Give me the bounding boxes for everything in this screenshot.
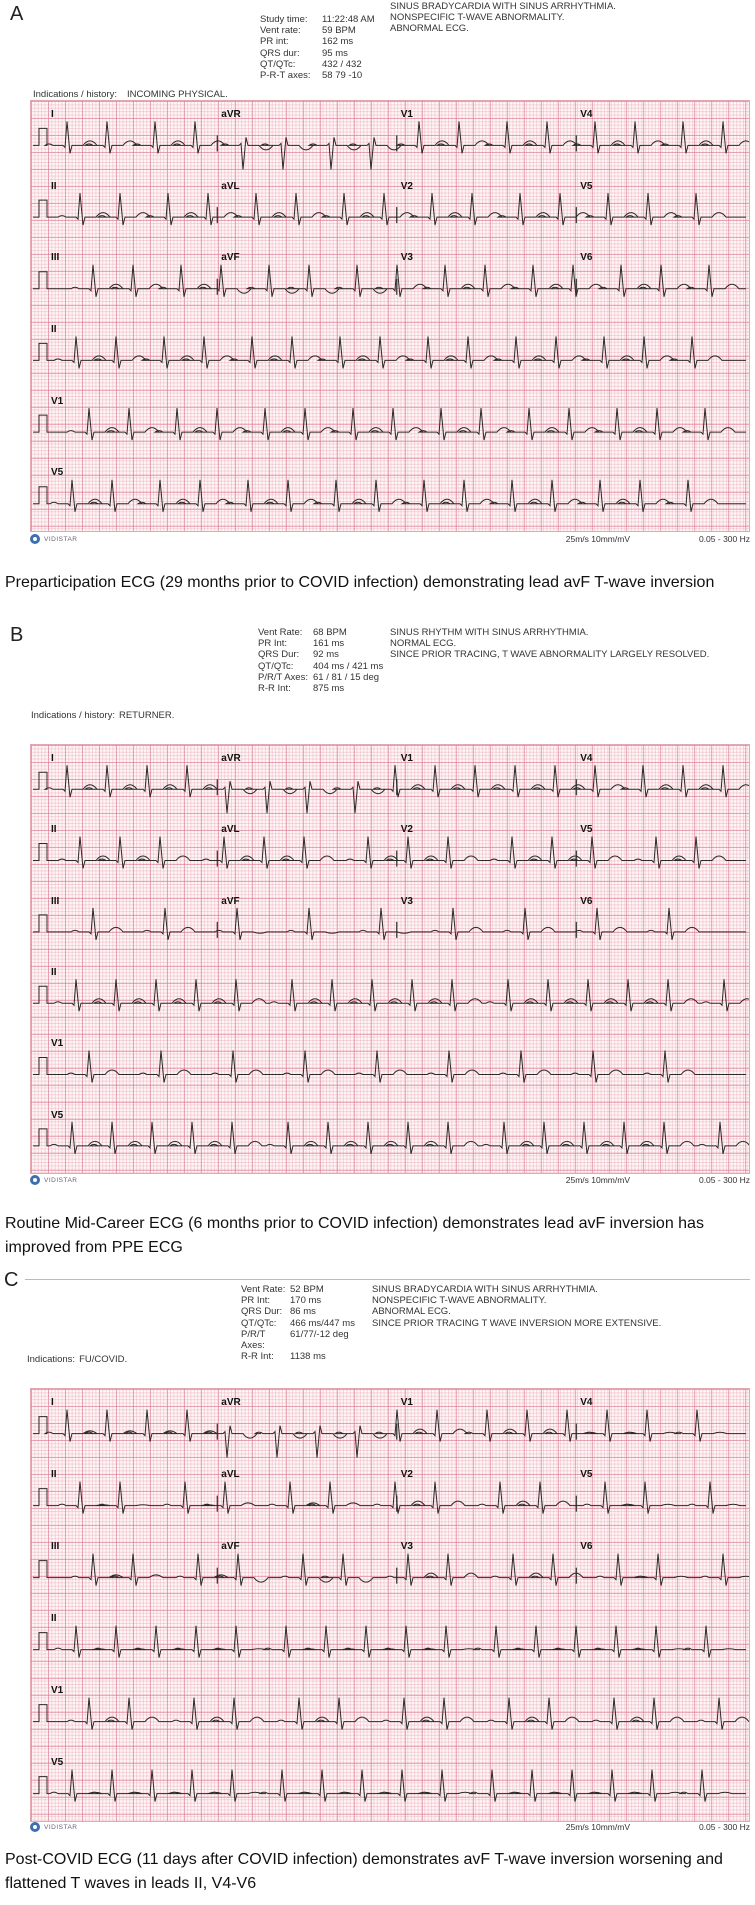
interpretation-line: ABNORMAL ECG. [390,23,469,35]
paper-speed: 25m/s 10mm/mV [565,534,630,544]
ecg-grid [30,744,750,1174]
ecg-trace-row [33,1626,746,1658]
interpretation-line: NONSPECIFIC T-WAVE ABNORMALITY. [390,12,565,24]
measurements [260,14,375,81]
measure-label: QT/QTc: [258,660,294,672]
lead-label: III [51,252,60,264]
lead-label: V6 [580,895,593,907]
lead-label: I [51,1397,54,1408]
lead-label: II [51,824,57,836]
measure-label: P-R-T axes: [260,70,311,82]
ecg-trace-row [33,121,749,169]
ecg-trace-row [33,1410,746,1458]
lead-label: I [51,753,54,764]
ecg-trace-row [33,336,746,368]
lead-label: aVR [221,1397,241,1408]
measure-value: 466 ms/447 ms [290,1317,355,1329]
lead-label: V3 [400,252,413,264]
lead-label: V2 [400,1469,413,1480]
interpretation-line: SINUS BRADYCARDIA WITH SINUS ARRHYTHMIA. [372,1284,598,1295]
ecg-footer [30,1175,750,1189]
measure-value: 432 / 432 [322,58,362,70]
interpretation-line: SINUS BRADYCARDIA WITH SINUS ARRHYTHMIA. [390,1,616,12]
lead-label: V1 [51,1038,64,1050]
lead-label: V2 [400,824,413,836]
vidistar-logo [30,1822,78,1832]
measure-label: Vent Rate: [258,627,303,638]
lead-label: V1 [400,109,413,120]
interpretation-line: ABNORMAL ECG. [372,1306,451,1318]
lead-label: V3 [400,1541,413,1552]
figure-caption: Post-COVID ECG (11 days after COVID infection) demonstrates avF T-wave inversion worsening and flattened T waves in leads II, V4-V6 [5,1851,723,1892]
measure-label: QRS Dur: [241,1306,283,1318]
measure-label: PR int: [260,36,289,48]
lead-label: II [51,1469,57,1480]
lead-label: II [51,1613,57,1624]
lead-label: aVF [221,252,240,264]
lead-label: aVF [221,1541,240,1552]
lead-label: V6 [580,1541,593,1552]
brand-text: VIDISTAR [44,535,78,543]
indications-value: RETURNER. [118,710,175,721]
lead-label: III [51,1541,60,1552]
measure-value: 404 ms / 421 ms [313,660,384,672]
panel-letter: C [4,1269,19,1291]
interpretation-line: SINCE PRIOR TRACING T WAVE INVERSION MORE EXTENSIVE. [372,1317,662,1329]
lead-label: aVR [221,109,241,120]
brand-text: VIDISTAR [44,1176,78,1184]
lead-label: V5 [51,1757,64,1768]
indications [31,710,184,721]
lead-label: II [51,180,57,192]
lead-label: V1 [400,753,413,764]
ecg-trace-row [33,193,746,225]
measure-value: 875 ms [313,683,345,695]
lead-label: V5 [51,467,64,479]
lead-label: V2 [400,180,413,192]
ecg-panel-c [0,1265,755,1905]
filter-range: 0.05 - 300 Hz [698,1822,750,1832]
measure-label: Study time: [260,14,308,25]
measure-value: 52 BPM [290,1284,324,1295]
lead-label: III [51,895,60,907]
measure-value: 1138 ms [290,1351,326,1363]
ecg-trace-row [33,1554,749,1586]
measure-value: 162 ms [322,36,354,48]
lead-label: V1 [400,1397,413,1408]
ecg-trace-row [33,979,749,1011]
ecg-traces [31,101,749,531]
measure-value: 86 ms [290,1306,316,1318]
ecg-traces [31,745,749,1173]
ecg-footer [30,534,750,548]
lead-label: aVF [221,895,240,907]
lead-label: aVL [221,1469,240,1480]
interpretation-line: NORMAL ECG. [390,638,457,650]
ecg-trace-row [33,408,746,440]
measure-label: QT/QTc: [241,1317,277,1329]
ecg-trace-row [33,1051,746,1083]
interpretation-line: NONSPECIFIC T-WAVE ABNORMALITY. [372,1295,547,1307]
lead-label: V3 [400,895,413,907]
measurements [258,627,383,694]
lead-label: V5 [51,1109,64,1121]
measure-label: R-R Int: [258,683,291,695]
measure-label: R-R Int: [241,1351,274,1363]
ecg-trace-row [33,1482,746,1514]
lead-label: II [51,324,57,335]
indications-value: FU/COVID. [79,1354,128,1365]
lead-label: II [51,967,57,978]
vidistar-logo-icon [30,1822,40,1832]
interpretation-line: SINUS RHYTHM WITH SINUS ARRHYTHMIA. [390,627,589,638]
measure-label: QT/QTc: [260,58,296,70]
lead-label: aVL [221,180,240,192]
ecg-trace-row [33,1770,746,1802]
measure-value: 11:22:48 AM [322,14,375,25]
figure-caption: Routine Mid-Career ECG (6 months prior to COVID infection) demonstrates lead avF inversion has improved from PPE ECG [5,1215,704,1256]
lead-label: V5 [580,1469,593,1480]
measure-value: 61/77/-12 deg [290,1328,349,1340]
measure-value: 170 ms [290,1295,322,1307]
measure-value: 58 79 -10 [322,70,363,82]
ecg-footer [30,1822,750,1836]
measure-label: PR Int: [258,638,288,650]
paper-speed: 25m/s 10mm/mV [565,1175,630,1185]
ecg-grid [30,1388,750,1822]
measure-label: QRS Dur: [258,649,300,661]
ecg-trace-row [33,1698,749,1730]
interpretation [372,1284,661,1329]
indications [33,89,238,100]
indications-label: Indications / history: [31,710,115,721]
measure-label: QRS dur: [260,47,300,59]
measure-value: 59 BPM [322,25,356,37]
indications-value: INCOMING PHYSICAL. [126,89,228,100]
measure-value: 92 ms [313,649,339,661]
paper-speed: 25m/s 10mm/mV [565,1822,630,1832]
lead-label: V4 [580,109,593,120]
panel-letter: B [10,624,24,646]
lead-label: V1 [51,395,64,407]
measure-value: 61 / 81 / 15 deg [313,671,380,683]
ecg-trace-row [33,837,746,869]
ecg-trace-row [33,265,746,297]
lead-label: aVR [221,753,241,764]
measure-label: P/R/T Axes: [241,1328,266,1352]
figure-caption: Preparticipation ECG (29 months prior to COVID infection) demonstrating lead avF T-wave inversion [5,574,715,591]
measure-label: Vent Rate: [241,1284,286,1295]
lead-label: aVL [221,824,240,836]
interpretation [390,1,616,35]
interpretation [390,627,709,661]
measure-label: Vent rate: [260,25,301,37]
measurements [241,1284,355,1362]
filter-range: 0.05 - 300 Hz [698,534,750,544]
divider [25,1279,750,1280]
measure-value: 161 ms [313,638,345,650]
vidistar-logo-icon [30,1175,40,1185]
lead-label: V4 [580,753,593,764]
ecg-trace-row [33,1122,749,1154]
measure-label: P/R/T Axes: [258,671,308,683]
ecg-grid [30,100,750,532]
filter-range: 0.05 - 300 Hz [698,1175,750,1185]
indications-label: Indications / history: [33,89,117,100]
ecg-trace-row [33,765,749,813]
measure-value: 68 BPM [313,627,347,638]
ecg-traces [31,1389,749,1821]
ecg-panel-b [0,620,755,1260]
ecg-trace-row [33,908,746,940]
indications [27,1354,137,1365]
ecg-panel-a [0,0,755,600]
lead-label: V4 [580,1397,593,1408]
lead-label: V5 [580,824,593,836]
lead-label: I [51,109,54,120]
lead-label: V5 [580,180,593,192]
vidistar-logo-icon [30,534,40,544]
lead-label: V6 [580,252,593,264]
ecg-trace-row [33,480,746,512]
vidistar-logo [30,534,78,544]
lead-label: V1 [51,1685,64,1696]
interpretation-line: SINCE PRIOR TRACING, T WAVE ABNORMALITY LARGELY RESOLVED. [390,649,710,661]
measure-label: PR Int: [241,1295,271,1307]
brand-text: VIDISTAR [44,1823,78,1831]
measure-value: 95 ms [322,47,348,59]
vidistar-logo [30,1175,78,1185]
panel-letter: A [10,3,24,25]
indications-label: Indications: [27,1354,76,1365]
